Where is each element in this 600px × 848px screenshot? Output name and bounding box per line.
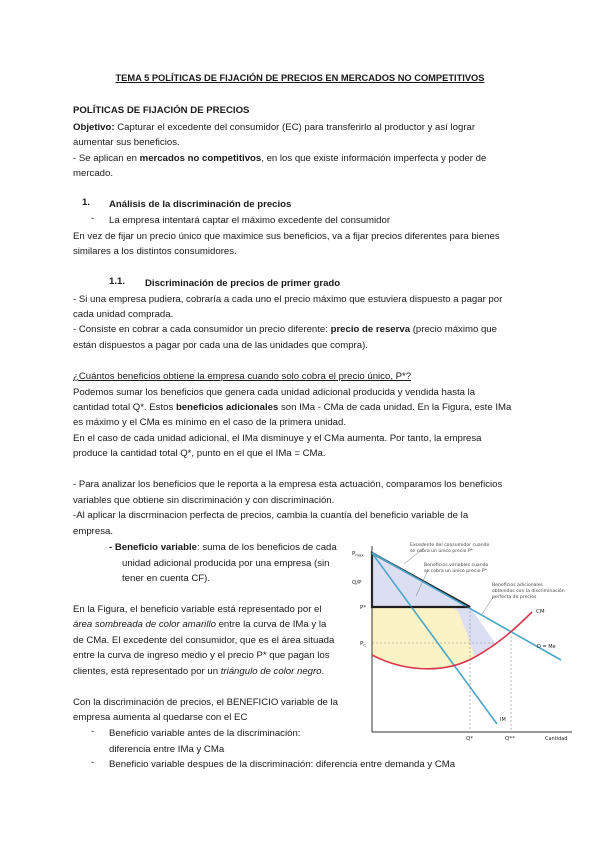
x-axis-title: Cantidad bbox=[545, 736, 568, 742]
conclusion-line-1: Con la discriminación de precios, el BENEFICIO variable de la bbox=[73, 697, 339, 708]
section-heading: POLÍTICAS DE FIJACIÓN DE PRECIOS bbox=[73, 105, 250, 116]
y-label-pmax: $P_{máx}$ bbox=[352, 551, 364, 558]
p4-line-4: En el caso de cada unidad adicional, el IMa disminuye y el CMa aumenta. Por tanto, la empresa bbox=[73, 433, 482, 444]
figure-svg bbox=[350, 536, 580, 776]
document-title: TEMA 5 POLÍTICAS DE FIJACIÓN DE PRECIOS EN MERCADOS NO COMPETITIVOS bbox=[115, 73, 485, 83]
bv-line-3: tener en cuenta CF). bbox=[122, 573, 210, 584]
conclusion-line-2: empresa aumenta al quedarse con el EC bbox=[73, 712, 248, 723]
bv-line-1: - Beneficio variable: suma de los beneficios de cada bbox=[109, 542, 337, 553]
objetivo-line-1: Objetivo: Capturar el excedente del consumidor (EC) para transferirlo al productor y así lograr bbox=[73, 122, 476, 133]
annotation-3-line-3: perfecta de precios bbox=[492, 595, 537, 600]
p2-line-2: cada unidad comprada. bbox=[73, 309, 174, 320]
yellow-area bbox=[372, 607, 475, 669]
p6-line-2: empresa. bbox=[73, 526, 113, 537]
bullet-1-line-1: Beneficio variable antes de la discriminación: bbox=[109, 728, 301, 739]
bullet-1-line-2: diferencia entre IMa y CMa bbox=[109, 744, 225, 755]
heading-1-1-number: 1.1. bbox=[109, 276, 126, 287]
heading-1: Análisis de la discriminación de precios bbox=[109, 199, 292, 210]
fig-text-line-5: clientes, está representado por un triángulo de color negro. bbox=[73, 666, 325, 677]
bullet-dash: - bbox=[91, 757, 95, 768]
p4-line-3: es máximo y el CMa es mínimo en el caso de la primera unidad. bbox=[73, 417, 347, 428]
question-heading: ¿Cuántos beneficios obtiene la empresa cuando solo cobra el precio único, P*? bbox=[73, 371, 412, 382]
discrimination-figure bbox=[350, 536, 580, 776]
aplican-line-2: mercado. bbox=[73, 168, 113, 179]
annotation-3-line-2: obtenidos con la discriminación bbox=[492, 589, 565, 594]
aplican-line-1: - Se aplican en mercados no competitivos, en los que existe información imperfecta y poder de bbox=[73, 153, 487, 164]
cm-label: CM bbox=[536, 609, 545, 615]
bullet-dash: - bbox=[91, 726, 95, 737]
bullet-2-line-1: Beneficio variable despues de la discriminación: diferencia entre demanda y CMa bbox=[109, 759, 456, 770]
bv-line-2: unidad adicional producida por una empresa (sin bbox=[122, 558, 330, 569]
annotation-2-line-1: Beneficios variables cuando bbox=[424, 563, 489, 568]
y-label-qp: Q/P bbox=[352, 580, 362, 586]
x-label-qstar2: Q** bbox=[505, 736, 515, 742]
p6-line-1: -Al aplicar la discrminacion perfecta de precios, cambia la cuantía del beneficio variable de la bbox=[73, 510, 469, 521]
y-label-pstar: P* bbox=[360, 605, 367, 611]
fig-text-line-1: En la Figura, el beneficio variable está representado por el bbox=[73, 604, 322, 615]
objetivo-line-2: aumentar sus beneficios. bbox=[73, 137, 180, 148]
p4-line-2: cantidad total Q*. Estos beneficios adicionales son IMa - CMa de cada unidad. En la Figura, este IMa bbox=[73, 402, 512, 413]
p5-line-1: - Para analizar los beneficios que le reporta a la empresa esta actuación, comparamos los beneficios bbox=[73, 479, 503, 490]
p3-line-2: están dispuestos a pagar por cada una de las unidades que compra). bbox=[73, 340, 368, 351]
img-label: IM bbox=[500, 717, 506, 723]
fig-text-line-3: de CMa. El excedente del consumidor, que es el área situada bbox=[73, 635, 335, 646]
heading-1-bullet: La empresa intentará captar el máximo excedente del consumidor bbox=[109, 215, 391, 226]
fig-text-line-4: entre la curva de ingreso medio y el precio P* que pagan los bbox=[73, 650, 330, 661]
fig-text-line-2: área sombreada de color amarillo entre la curva de IMa y la bbox=[73, 619, 327, 630]
y-label-pc: $P_C$ bbox=[360, 641, 366, 648]
annotation-3-line-1: Beneficios adicionales bbox=[492, 583, 543, 588]
p1-line-2: similares a los distintos consumidores. bbox=[73, 246, 237, 257]
annotation-2-line-2: se cobra un único precio P* bbox=[424, 569, 487, 574]
heading-1-number: 1. bbox=[82, 197, 91, 208]
heading-1-1: Discriminación de precios de primer grado bbox=[145, 278, 341, 289]
annotation-1-line-2: se cobra un único precio P* bbox=[410, 549, 473, 554]
p3-line-1: - Consiste en cobrar a cada consumidor un precio diferente: precio de reserva (precio máximo que bbox=[73, 324, 497, 335]
p1-line-1: En vez de fijar un precio único que maximice sus beneficios, va a fijar precios diferentes para bienes bbox=[73, 231, 500, 242]
p4-line-5: produce la cantidad total Q*, punto en el que el IMa = CMa. bbox=[73, 448, 326, 459]
p2-line-1: - Si una empresa pudiera, cobraría a cada uno el precio máximo que estuviera dispuesto a pagar por bbox=[73, 294, 503, 305]
p4-line-1: Podemos sumar los beneficios que genera cada unidad adicional producida y vendida hasta la bbox=[73, 387, 476, 398]
p5-line-2: variables que obtiene sin discriminación y con discriminación. bbox=[73, 495, 335, 506]
bullet-dash: - bbox=[91, 213, 95, 224]
x-label-qstar: Q* bbox=[466, 736, 474, 742]
demand-label: D = Me bbox=[537, 644, 556, 650]
annotation-1-line-1: Excedente del consumidor cuando bbox=[410, 543, 490, 548]
